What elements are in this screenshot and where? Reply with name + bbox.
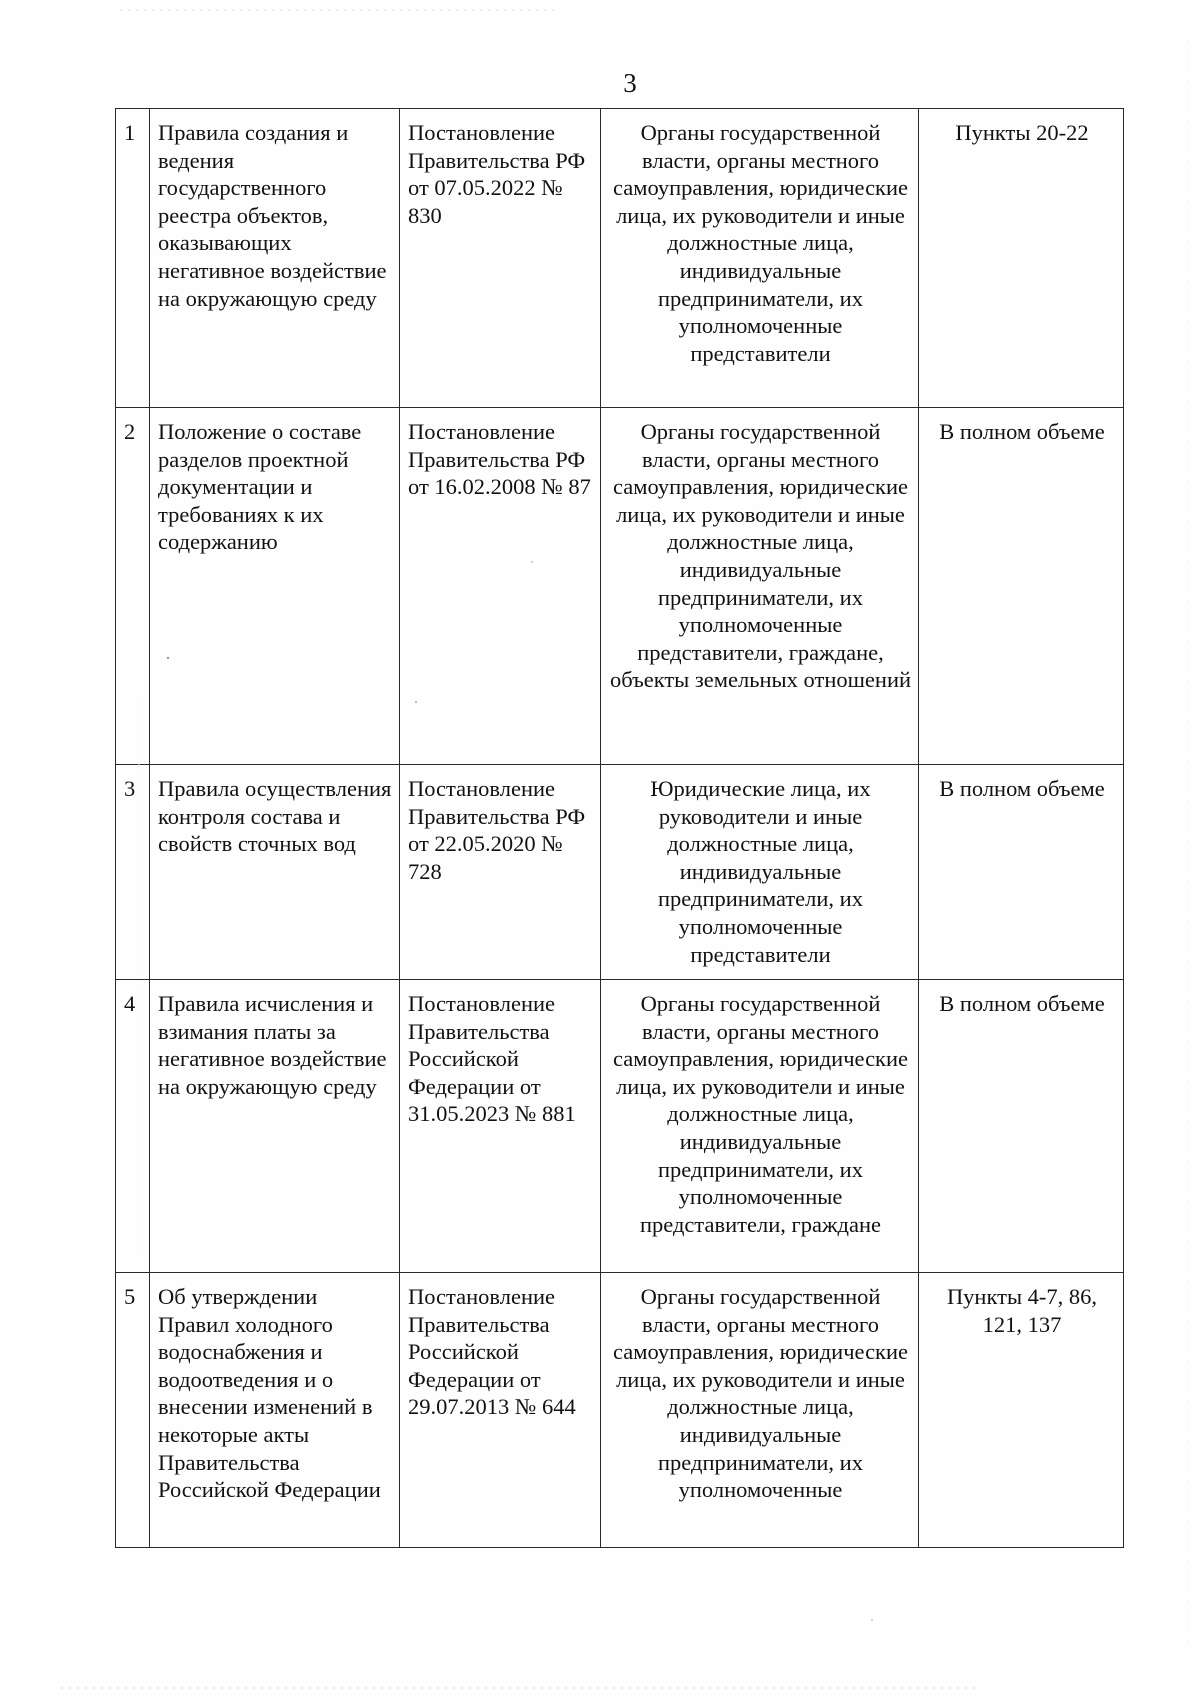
table-row — [116, 408, 1124, 765]
regulation-name: Правила создания и ведения государственного реестра объектов, оказывающих негативное воздействие на окружающую среду — [150, 109, 400, 408]
legal-act: Постановление Правительства РФ от 16.02.2008 № 87 — [400, 408, 601, 765]
obligated-subjects: Органы государственной власти, органы местного самоуправления, юридические лица, их руководители и иные должностные лица, индивидуальные предприниматели, их уполномоченные представители — [601, 109, 919, 408]
table-row — [116, 980, 1124, 1273]
application-scope: В полном объеме — [919, 765, 1124, 980]
page-number: 3 — [623, 68, 637, 98]
obligated-subjects: Органы государственной власти, органы местного самоуправления, юридические лица, их руководители и иные должностные лица, индивидуальные предприниматели, их уполномоченные представители, граждане, объекты земельных отношений — [601, 408, 919, 765]
regulations-table — [115, 108, 1124, 1548]
regulation-name: Об утверждении Правил холодного водоснабжения и водоотведения и о внесении изменений в некоторые акты Правительства Российской Федерации — [150, 1273, 400, 1548]
dust-speck — [871, 1619, 873, 1621]
row-number: 5 — [116, 1273, 150, 1548]
legal-act: Постановление Правительства РФ от 07.05.2022 № 830 — [400, 109, 601, 408]
row-number: 1 — [116, 109, 150, 408]
obligated-subjects: Органы государственной власти, органы местного самоуправления, юридические лица, их руководители и иные должностные лица, индивидуальные предприниматели, их уполномоченные — [601, 1273, 919, 1548]
row-number: 4 — [116, 980, 150, 1273]
application-scope: Пункты 4-7, 86, 121, 137 — [919, 1273, 1124, 1548]
application-scope: Пункты 20-22 — [919, 109, 1124, 408]
application-scope: В полном объеме — [919, 408, 1124, 765]
row-number: 3 — [116, 765, 150, 980]
table-row — [116, 109, 1124, 408]
regulation-name: Правила осуществления контроля состава и свойств сточных вод — [150, 765, 400, 980]
regulation-name: Правила исчисления и взимания платы за негативное воздействие на окружающую среду — [150, 980, 400, 1273]
regulation-name: Положение о составе разделов проектной документации и требованиях к их содержанию — [150, 408, 400, 765]
legal-act: Постановление Правительства Российской Федерации от 31.05.2023 № 881 — [400, 980, 601, 1273]
legal-act: Постановление Правительства РФ от 22.05.2020 № 728 — [400, 765, 601, 980]
table-row — [116, 765, 1124, 980]
obligated-subjects: Юридические лица, их руководители и иные должностные лица, индивидуальные предприниматели, их уполномоченные представители — [601, 765, 919, 980]
application-scope: В полном объеме — [919, 980, 1124, 1273]
row-number: 2 — [116, 408, 150, 765]
obligated-subjects: Органы государственной власти, органы местного самоуправления, юридические лица, их руководители и иные должностные лица, индивидуальные предприниматели, их уполномоченные представители, граждане — [601, 980, 919, 1273]
legal-act: Постановление Правительства Российской Федерации от 29.07.2013 № 644 — [400, 1273, 601, 1548]
table-row — [116, 1273, 1124, 1548]
